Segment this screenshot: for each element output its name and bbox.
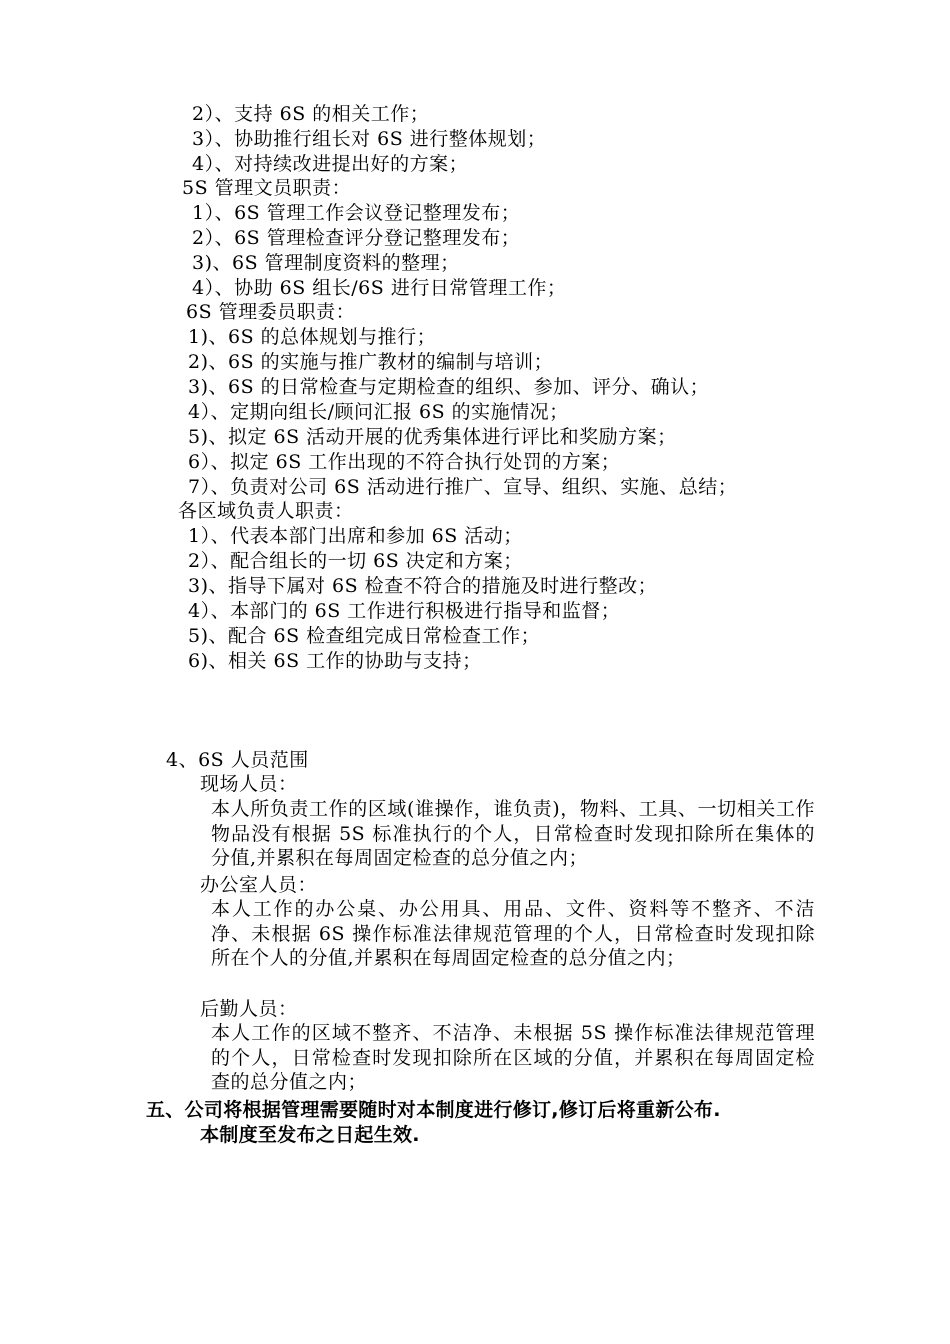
committee-item: 3)、6S 的日常检查与定期检查的组织、参加、评分、确认； <box>188 376 710 398</box>
intro-item-2: 2）、支持 6S 的相关工作； <box>192 103 430 125</box>
clerk-item: 2）、6S 管理检查评分登记整理发布； <box>192 227 521 249</box>
scope-heading: 4、6S 人员范围 <box>166 749 309 771</box>
area-item: 6)、相关 6S 工作的协助与支持； <box>188 650 482 672</box>
clerk-item: 4）、协助 6S 组长/6S 进行日常管理工作； <box>192 277 567 299</box>
clerk-item: 1）、6S 管理工作会议登记整理发布； <box>192 202 521 224</box>
onsite-label: 现场人员： <box>200 773 298 795</box>
committee-item: 1)、6S 的总体规划与推行； <box>188 326 437 348</box>
committee-item: 7）、负责对公司 6S 活动进行推广、宣导、组织、实施、总结； <box>188 476 738 498</box>
area-heading: 各区域负责人职责： <box>178 500 354 522</box>
area-item: 1）、代表本部门出席和参加 6S 活动； <box>188 525 523 547</box>
office-label: 办公室人员： <box>200 874 318 896</box>
logistics-label: 后勤人员： <box>200 998 298 1020</box>
section-five-effective: 本制度至发布之日起生效. <box>200 1124 420 1146</box>
onsite-description: 本人所负责工作的区域(谁操作，谁负责)，物料、工具、一切相关工作物品没有根据 5S 标准执行的个人，日常检查时发现扣除所在集体的分值,并累积在每周固定检查的总分值之内； <box>211 798 815 869</box>
committee-item: 6）、拟定 6S 工作出现的不符合执行处罚的方案； <box>188 451 621 473</box>
intro-item-4: 4）、对持续改进提出好的方案； <box>192 153 469 175</box>
clerk-item: 3)、6S 管理制度资料的整理； <box>192 252 460 274</box>
committee-item: 5)、拟定 6S 活动开展的优秀集体进行评比和奖励方案； <box>188 426 677 448</box>
committee-item: 4）、定期向组长/顾问汇报 6S 的实施情况； <box>188 401 569 423</box>
committee-item: 2)、6S 的实施与推广教材的编制与培训； <box>188 351 554 373</box>
logistics-description: 本人工作的区域不整齐、不洁净、未根据 5S 操作标准法律规范管理的个人，日常检查时发现扣除所在区域的分值，并累积在每周固定检查的总分值之内； <box>211 1022 815 1093</box>
committee-heading: 6S 管理委员职责： <box>186 301 356 323</box>
area-item: 2）、配合组长的一切 6S 决定和方案； <box>188 550 523 572</box>
intro-item-3: 3）、协助推行组长对 6S 进行整体规划； <box>192 128 547 150</box>
area-item: 4）、本部门的 6S 工作进行积极进行指导和监督； <box>188 600 621 622</box>
area-item: 3)、指导下属对 6S 检查不符合的措施及时进行整改； <box>188 575 658 597</box>
office-description: 本人工作的办公桌、办公用具、用品、文件、资料等不整齐、不洁净、未根据 6S 操作标准法律规范管理的个人，日常检查时发现扣除所在个人的分值,并累积在每周固定检查的总分值之内； <box>211 898 815 969</box>
area-item: 5)、配合 6S 检查组完成日常检查工作； <box>188 625 541 647</box>
section-five-heading: 五、公司将根据管理需要随时对本制度进行修订,修订后将重新公布. <box>146 1099 721 1121</box>
clerk-heading: 5S 管理文员职责： <box>182 177 352 199</box>
